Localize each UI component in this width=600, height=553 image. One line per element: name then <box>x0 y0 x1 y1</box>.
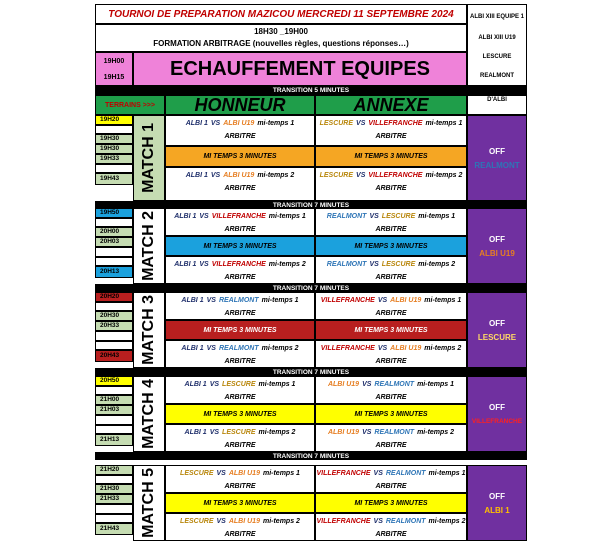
match-2-off-team: ALBI U19 <box>479 248 515 258</box>
match-3-a1-teams <box>315 295 467 306</box>
page-title: TOURNOI DE PREPARATION MAZICOU MERCREDI 11 SEPTEMBRE 2024 <box>95 4 467 24</box>
time-slot <box>95 475 133 484</box>
versus-label: VS <box>356 120 366 127</box>
match-2-off-label: OFF <box>489 234 505 244</box>
time-slot: 20H43 <box>95 350 133 362</box>
match-4-h2-referee: ARBITRE <box>224 441 256 449</box>
team-away: REALMONT <box>218 345 259 352</box>
half-label: mi-temps 2 <box>417 429 455 436</box>
team-list-item: VILLEFRANCHE D'ALBI <box>473 89 521 103</box>
team-away: ALBI U19 <box>390 345 422 352</box>
match-1-h2-referee: ARBITRE <box>224 184 256 192</box>
team-home: ALBI 1 <box>185 172 208 179</box>
time-slot <box>95 164 133 173</box>
versus-label: VS <box>362 381 372 388</box>
warmup-label: ECHAUFFEMENT EQUIPES <box>133 52 467 86</box>
match-4-halftime-honneur: MI TEMPS 3 MINUTES <box>165 404 315 424</box>
time-slot: 20H13 <box>95 266 133 278</box>
match-1-h2-teams <box>165 170 315 181</box>
team-home: ALBI 1 <box>181 297 204 304</box>
match-4-h1-referee: ARBITRE <box>224 393 256 401</box>
match-2-h2-referee: ARBITRE <box>224 273 256 281</box>
match-1-a2-teams <box>315 170 467 181</box>
team-away: VILLEFRANCHE <box>368 120 423 127</box>
match-1-h1-teams <box>165 118 315 129</box>
match-5-off-box <box>467 465 527 541</box>
time-slot: 21H00 <box>95 395 133 405</box>
team-home: ALBI 1 <box>184 381 207 388</box>
match-1-halftime-annexe: MI TEMPS 3 MINUTES <box>315 146 467 167</box>
team-home: ALBI 1 <box>185 120 208 127</box>
half-label: mi-temps 2 <box>418 261 456 268</box>
formation-time: 18H30 _19H00 <box>254 27 308 36</box>
team-list-item: REALMONT <box>480 73 514 80</box>
versus-label: VS <box>356 172 366 179</box>
match-1-halftime-honneur: MI TEMPS 3 MINUTES <box>165 146 315 167</box>
match-5-h2-teams <box>165 516 315 527</box>
versus-label: VS <box>210 172 221 179</box>
time-slot: 19H43 <box>95 173 133 185</box>
match-1-off-box <box>467 115 527 201</box>
versus-label: VS <box>369 261 379 268</box>
transition-banner: TRANSITION 5 MINUTES <box>95 86 527 95</box>
match-3-off-team: LESCURE <box>477 332 517 342</box>
team-away: ALBI U19 <box>223 172 255 179</box>
time-slot: 19H50 <box>95 208 133 218</box>
team-away: VILLEFRANCHE <box>211 213 266 220</box>
match-3-h1-teams <box>165 295 315 306</box>
versus-label: VS <box>209 381 220 388</box>
match-label-text: MATCH 3 <box>140 295 157 365</box>
time-slot: 21H13 <box>95 434 133 446</box>
time-slot: 19H30 <box>95 144 133 154</box>
formation-text: FORMATION ARBITRAGE (nouvelles règles, questions réponses…) <box>153 39 409 48</box>
team-list-item: ALBI XIII EQUIPE 1 <box>469 14 524 21</box>
half-label: mi-temps 2 <box>268 261 306 268</box>
team-home: ALBI U19 <box>327 429 360 436</box>
half-label: mi-temps 1 <box>418 213 456 220</box>
match-5-label <box>133 465 165 541</box>
time-slot <box>95 415 133 425</box>
versus-label: VS <box>216 470 226 477</box>
team-away: REALMONT <box>385 518 426 525</box>
match-3-off-label: OFF <box>489 318 505 328</box>
versus-label: VS <box>209 429 220 436</box>
time-slot <box>95 514 133 523</box>
match-3-h2-teams <box>165 343 315 354</box>
time-slot <box>95 386 133 395</box>
team-home: LESCURE <box>319 120 354 127</box>
team-away: LESCURE <box>381 261 416 268</box>
match-3-a2-teams <box>315 343 467 354</box>
time-slot <box>95 425 133 434</box>
versus-label: VS <box>206 345 216 352</box>
versus-label: VS <box>362 429 372 436</box>
match-2-a2-teams <box>315 259 467 270</box>
half-label: mi-temps 1 <box>261 297 299 304</box>
match-5-a1-teams <box>315 468 467 479</box>
time-slot: 20H33 <box>95 321 133 331</box>
match-5-h2-referee: ARBITRE <box>224 530 256 538</box>
match-1-a2-referee: ARBITRE <box>375 184 407 192</box>
time-slot <box>95 331 133 341</box>
match-2-h2-teams <box>165 259 315 270</box>
versus-label: VS <box>369 213 379 220</box>
match-2-a1-teams <box>315 211 467 222</box>
time-slot: 21H20 <box>95 465 133 475</box>
team-home: ALBI 1 <box>174 261 197 268</box>
match-1-a1-referee: ARBITRE <box>375 132 407 140</box>
match-5-halftime-honneur: MI TEMPS 3 MINUTES <box>165 493 315 513</box>
match-1-h1-referee: ARBITRE <box>224 132 256 140</box>
team-away: ALBI U19 <box>228 470 260 477</box>
time-slot: 20H30 <box>95 311 133 321</box>
half-label: mi-temps 1 <box>268 213 306 220</box>
versus-label: VS <box>199 261 209 268</box>
versus-label: VS <box>216 518 226 525</box>
match-label-text: MATCH 1 <box>140 123 157 193</box>
team-away: LESCURE <box>222 429 256 436</box>
time-slot: 19H30 <box>95 134 133 144</box>
time-slot: 20H50 <box>95 376 133 386</box>
team-away: ALBI U19 <box>390 297 422 304</box>
team-home: ALBI 1 <box>174 213 197 220</box>
match-4-h1-teams <box>165 379 315 390</box>
half-label: mi-temps 2 <box>257 172 295 179</box>
half-label: mi-temps 1 <box>258 381 296 388</box>
versus-label: VS <box>377 297 388 304</box>
team-home: VILLEFRANCHE <box>316 518 371 525</box>
team-away: LESCURE <box>381 213 416 220</box>
match-4-off-team: VILLEFRANCHE <box>471 417 523 425</box>
match-3-halftime-honneur: MI TEMPS 3 MINUTES <box>165 320 315 340</box>
match-1-a1-teams <box>315 118 467 129</box>
match-4-off-box <box>467 376 527 452</box>
half-label: mi-temps 2 <box>262 518 300 525</box>
match-label-text: MATCH 2 <box>140 211 157 281</box>
half-label: mi-temps 2 <box>428 518 466 525</box>
match-4-a2-teams <box>315 427 467 438</box>
match-3-halftime-annexe: MI TEMPS 3 MINUTES <box>315 320 467 340</box>
time-slot: 20H20 <box>95 292 133 302</box>
match-3-h2-referee: ARBITRE <box>224 357 256 365</box>
match-label-text: MATCH 5 <box>140 468 157 538</box>
team-home: LESCURE <box>180 470 214 477</box>
match-2-halftime-honneur: MI TEMPS 3 MINUTES <box>165 236 315 256</box>
match-2-a2-referee: ARBITRE <box>375 273 407 281</box>
versus-label: VS <box>199 213 209 220</box>
match-5-a2-teams <box>315 516 467 527</box>
half-label: mi-temps 1 <box>428 470 466 477</box>
half-label: mi-temps 1 <box>417 381 455 388</box>
match-2-label <box>133 208 165 284</box>
team-home: VILLEFRANCHE <box>320 297 375 304</box>
match-5-a1-referee: ARBITRE <box>375 482 407 490</box>
match-4-h2-teams <box>165 427 315 438</box>
transition-banner: TRANSITION 7 MINUTES <box>95 368 527 376</box>
match-5-h1-teams <box>165 468 315 479</box>
half-label: mi-temps 2 <box>424 345 462 352</box>
versus-label: VS <box>373 518 383 525</box>
time-slot: 20H03 <box>95 237 133 247</box>
match-2-h1-teams <box>165 211 315 222</box>
team-home: REALMONT <box>326 213 367 220</box>
match-2-h1-referee: ARBITRE <box>224 225 256 233</box>
team-home: VILLEFRANCHE <box>316 470 371 477</box>
match-2-off-box <box>467 208 527 284</box>
team-list-item: LESCURE <box>482 54 512 61</box>
match-3-off-box <box>467 292 527 368</box>
team-away: REALMONT <box>218 297 259 304</box>
time-slot <box>95 504 133 514</box>
time-slot: 21H30 <box>95 484 133 494</box>
match-3-label <box>133 292 165 368</box>
team-home: ALBI 1 <box>181 345 204 352</box>
team-away: LESCURE <box>222 381 256 388</box>
team-away: VILLEFRANCHE <box>211 261 266 268</box>
match-5-off-label: OFF <box>489 491 505 501</box>
versus-label: VS <box>377 345 388 352</box>
half-label: mi-temps 1 <box>262 470 300 477</box>
match-3-a1-referee: ARBITRE <box>375 309 407 317</box>
match-2-halftime-annexe: MI TEMPS 3 MINUTES <box>315 236 467 256</box>
team-home: REALMONT <box>326 261 367 268</box>
team-away: REALMONT <box>374 429 415 436</box>
match-5-off-team: ALBI 1 <box>484 505 510 515</box>
half-label: mi-temps 2 <box>258 429 296 436</box>
column-annexe: ANNEXE <box>315 95 467 115</box>
match-4-halftime-annexe: MI TEMPS 3 MINUTES <box>315 404 467 424</box>
time-slot <box>95 302 133 311</box>
match-5-h1-referee: ARBITRE <box>224 482 256 490</box>
time-slot: 21H43 <box>95 523 133 535</box>
match-5-halftime-annexe: MI TEMPS 3 MINUTES <box>315 493 467 513</box>
match-5-a2-referee: ARBITRE <box>375 530 407 538</box>
team-away: REALMONT <box>385 470 426 477</box>
time-slot <box>95 341 133 350</box>
team-away: ALBI U19 <box>223 120 255 127</box>
time-slot <box>95 257 133 266</box>
versus-label: VS <box>210 120 221 127</box>
team-away: VILLEFRANCHE <box>368 172 423 179</box>
half-label: mi-temps 2 <box>425 172 463 179</box>
half-label: mi-temps 2 <box>261 345 299 352</box>
warmup-start: 19H00 <box>103 57 125 65</box>
match-4-a2-referee: ARBITRE <box>375 441 407 449</box>
time-slot <box>95 125 133 134</box>
match-3-a2-referee: ARBITRE <box>375 357 407 365</box>
match-label-text: MATCH 4 <box>140 379 157 449</box>
team-home: VILLEFRANCHE <box>320 345 375 352</box>
match-4-off-label: OFF <box>489 402 505 412</box>
warmup-end: 19H15 <box>103 73 125 81</box>
half-label: mi-temps 1 <box>424 297 462 304</box>
match-2-a1-referee: ARBITRE <box>375 225 407 233</box>
team-away: ALBI U19 <box>228 518 260 525</box>
column-honneur: HONNEUR <box>165 95 315 115</box>
time-slot: 21H03 <box>95 405 133 415</box>
time-slot: 19H33 <box>95 154 133 164</box>
team-home: LESCURE <box>319 172 354 179</box>
team-home: ALBI 1 <box>184 429 207 436</box>
transition-banner: TRANSITION 7 MINUTES <box>95 284 527 292</box>
time-slot <box>95 247 133 257</box>
team-away: REALMONT <box>374 381 415 388</box>
versus-label: VS <box>206 297 216 304</box>
transition-banner: TRANSITION 7 MINUTES <box>95 201 527 209</box>
time-slot: 20H00 <box>95 227 133 237</box>
half-label: mi-temps 1 <box>257 120 295 127</box>
match-3-h1-referee: ARBITRE <box>224 309 256 317</box>
time-slot: 21H33 <box>95 494 133 504</box>
versus-label: VS <box>373 470 383 477</box>
match-4-a1-referee: ARBITRE <box>375 393 407 401</box>
team-list-item: ALBI XIII U19 <box>478 35 516 42</box>
match-4-a1-teams <box>315 379 467 390</box>
match-1-off-label: OFF <box>489 146 505 156</box>
match-4-label <box>133 376 165 452</box>
match-1-off-team: REALMONT <box>474 160 520 170</box>
time-slot: 19H20 <box>95 115 133 125</box>
half-label: mi-temps 1 <box>425 120 463 127</box>
time-slot <box>95 218 133 227</box>
team-home: ALBI U19 <box>327 381 360 388</box>
match-1-label <box>133 115 165 201</box>
transition-banner: TRANSITION 7 MINUTES <box>95 452 527 460</box>
terrains-label: TERRAINS >>> <box>95 95 165 115</box>
team-home: LESCURE <box>180 518 214 525</box>
